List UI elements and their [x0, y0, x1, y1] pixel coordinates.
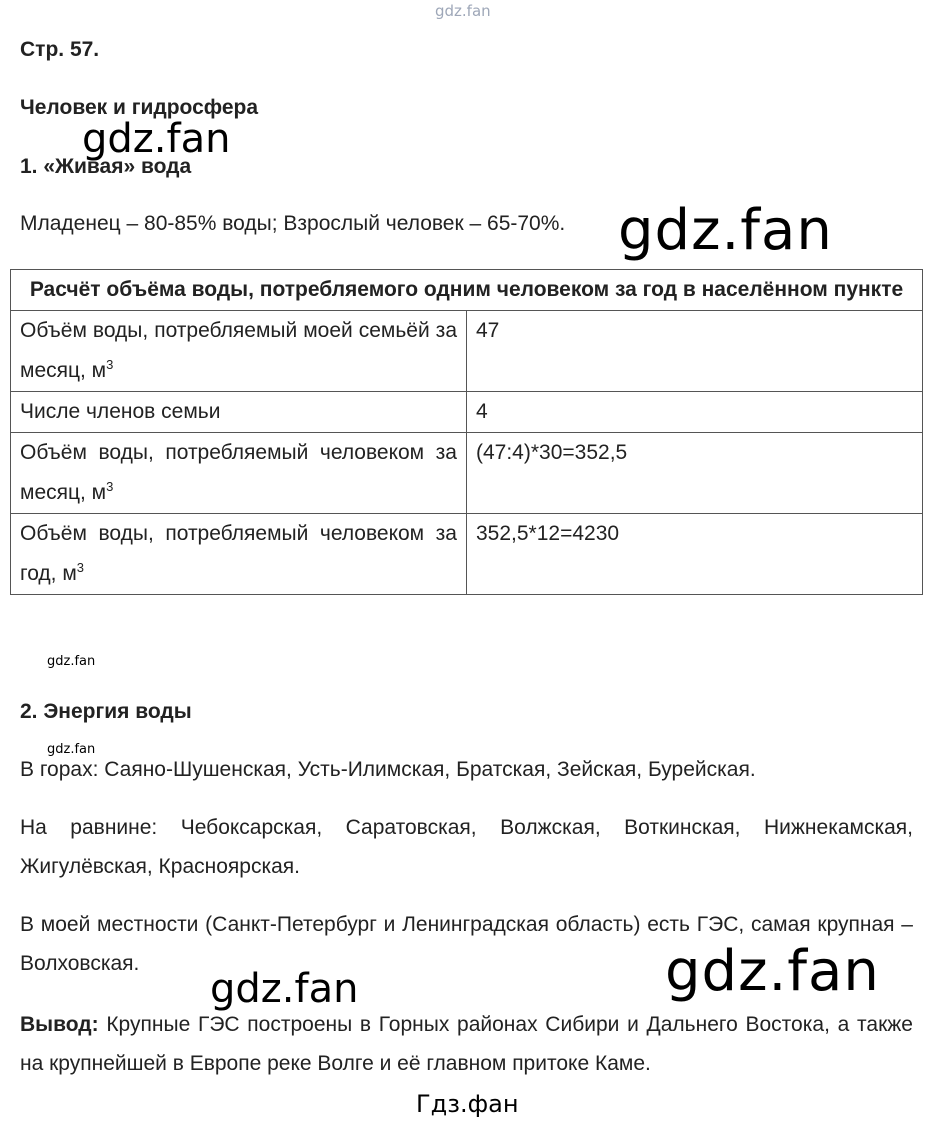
watermark: gdz.fan — [665, 939, 880, 1004]
row-value: 47 — [467, 311, 923, 392]
watermark: gdz.fan — [47, 742, 96, 757]
table-row — [11, 392, 923, 433]
row-label: Объём воды, потребляемый человеком за месяц, $м^3$ — [11, 433, 467, 514]
row-label: Объём воды, потребляемый человеком за год, $м^3$ — [11, 514, 467, 595]
task2-title: 2. Энергия воды — [20, 700, 192, 723]
task2-local: В моей местности (Санкт-Петербург и Ленинградская область) есть ГЭС, самая крупная – Волховская. — [20, 913, 913, 975]
row-value: 352,5*12=4230 — [467, 514, 923, 595]
table-title: Расчёт объёма воды, потребляемого одним человеком за год в населённом пункте — [11, 270, 923, 311]
page-reference: Стр. 57. — [20, 38, 100, 61]
watermark-footer: Гдз.фан — [416, 1090, 519, 1118]
watermark: gdz.fan — [82, 116, 231, 162]
table-row — [11, 514, 923, 595]
task2-mountains: В горах: Саяно-Шушенская, Усть-Илимская, Братская, Зейская, Бурейская. — [20, 758, 756, 781]
row-label: Числе членов семьи — [11, 392, 467, 433]
conclusion-text: Крупные ГЭС построены в Горных районах Сибири и Дальнего Востока, а также на крупнейшей в Европе реке Волге и её главном притоке Каме. — [20, 1013, 913, 1075]
watermark: gdz.fan — [47, 654, 96, 669]
water-calculation-table — [10, 269, 923, 595]
task1-text: Младенец – 80-85% воды; Взрослый человек – 65-70%. — [20, 212, 566, 235]
task2-conclusion — [20, 1005, 913, 1083]
watermark: gdz.fan — [618, 198, 833, 263]
conclusion-label: Вывод: — [20, 1013, 99, 1036]
table-row — [11, 433, 923, 514]
row-label: Объём воды, потребляемый моей семьёй за месяц, $м^3$ — [11, 311, 467, 392]
section-title: Человек и гидросфера — [20, 96, 259, 119]
table-row — [11, 311, 923, 392]
row-value: (47:4)*30=352,5 — [467, 433, 923, 514]
watermark-top: gdz.fan — [435, 2, 491, 20]
table-header-row — [11, 270, 923, 311]
task1-title: 1. «Живая» вода — [20, 155, 192, 178]
watermark: gdz.fan — [210, 966, 359, 1012]
row-value: 4 — [467, 392, 923, 433]
task2-plains: На равнине: Чебоксарская, Саратовская, Волжская, Воткинская, Нижнекамская, Жигулёвская, Красноярская. — [20, 816, 913, 878]
